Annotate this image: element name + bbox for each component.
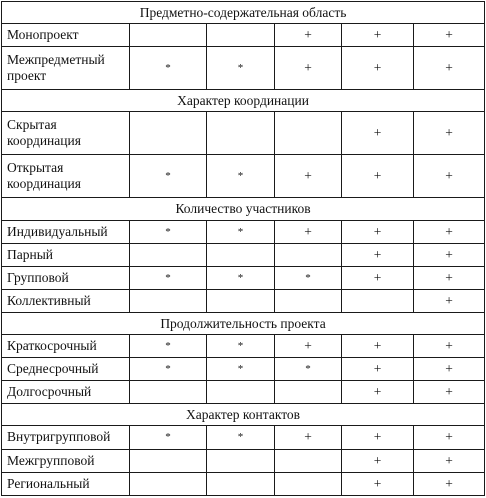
- row-label: Монопроект: [2, 24, 130, 47]
- empty-cell: [275, 289, 342, 312]
- plus-mark: +: [275, 220, 342, 243]
- star-mark: *: [130, 220, 207, 243]
- plus-mark: +: [342, 381, 414, 404]
- plus-mark: +: [414, 289, 485, 312]
- plus-mark: +: [414, 112, 485, 155]
- star-mark: *: [207, 426, 275, 449]
- row-label: Межпредметный проект: [2, 47, 130, 90]
- row-label: Долгосрочный: [2, 381, 130, 404]
- star-mark: *: [207, 155, 275, 198]
- section-title: Характер контактов: [2, 404, 485, 426]
- empty-cell: [207, 24, 275, 47]
- empty-cell: [130, 112, 207, 155]
- section-title: Характер координации: [2, 90, 485, 112]
- row-label: Среднесрочный: [2, 358, 130, 381]
- table-row: [2, 24, 485, 47]
- table-row: [2, 243, 485, 266]
- plus-mark: +: [342, 220, 414, 243]
- empty-cell: [130, 449, 207, 472]
- star-mark: *: [207, 220, 275, 243]
- star-mark: *: [130, 155, 207, 198]
- plus-mark: +: [342, 266, 414, 289]
- empty-cell: [275, 381, 342, 404]
- section-header-row: [2, 198, 485, 220]
- plus-mark: +: [342, 358, 414, 381]
- plus-mark: +: [342, 426, 414, 449]
- section-title: Продолжительность проекта: [2, 312, 485, 334]
- star-mark: *: [207, 266, 275, 289]
- plus-mark: +: [342, 112, 414, 155]
- plus-mark: +: [342, 335, 414, 358]
- empty-cell: [342, 289, 414, 312]
- plus-mark: +: [275, 47, 342, 90]
- empty-cell: [207, 289, 275, 312]
- star-mark: *: [130, 335, 207, 358]
- plus-mark: +: [414, 47, 485, 90]
- section-title: Предметно-содержательная область: [2, 2, 485, 24]
- row-label: Парный: [2, 243, 130, 266]
- plus-mark: +: [414, 335, 485, 358]
- table-row: [2, 426, 485, 449]
- star-mark: *: [207, 358, 275, 381]
- row-label: Скрытая координация: [2, 112, 130, 155]
- empty-cell: [275, 112, 342, 155]
- empty-cell: [130, 243, 207, 266]
- plus-mark: +: [414, 472, 485, 495]
- table-row: [2, 289, 485, 312]
- star-mark: *: [275, 266, 342, 289]
- section-header-row: [2, 2, 485, 24]
- plus-mark: +: [414, 449, 485, 472]
- plus-mark: +: [342, 243, 414, 266]
- row-label: Открытая координация: [2, 155, 130, 198]
- empty-cell: [207, 381, 275, 404]
- empty-cell: [275, 449, 342, 472]
- section-title: Количество участников: [2, 198, 485, 220]
- table-row: [2, 358, 485, 381]
- empty-cell: [130, 289, 207, 312]
- plus-mark: +: [414, 426, 485, 449]
- star-mark: *: [207, 335, 275, 358]
- plus-mark: +: [342, 472, 414, 495]
- empty-cell: [207, 112, 275, 155]
- empty-cell: [130, 472, 207, 495]
- empty-cell: [130, 24, 207, 47]
- plus-mark: +: [414, 155, 485, 198]
- row-label: Краткосрочный: [2, 335, 130, 358]
- plus-mark: +: [342, 24, 414, 47]
- plus-mark: +: [414, 243, 485, 266]
- table-row: [2, 449, 485, 472]
- empty-cell: [130, 381, 207, 404]
- table-row: [2, 155, 485, 198]
- row-label: Межгрупповой: [2, 449, 130, 472]
- row-label: Коллективный: [2, 289, 130, 312]
- section-header-row: [2, 90, 485, 112]
- row-label: Региональный: [2, 472, 130, 495]
- plus-mark: +: [275, 24, 342, 47]
- plus-mark: +: [414, 24, 485, 47]
- plus-mark: +: [414, 220, 485, 243]
- section-header-row: [2, 312, 485, 334]
- plus-mark: +: [414, 381, 485, 404]
- plus-mark: +: [275, 155, 342, 198]
- table-row: [2, 47, 485, 90]
- empty-cell: [207, 243, 275, 266]
- star-mark: *: [130, 426, 207, 449]
- plus-mark: +: [414, 358, 485, 381]
- empty-cell: [207, 449, 275, 472]
- plus-mark: +: [414, 266, 485, 289]
- plus-mark: +: [342, 155, 414, 198]
- star-mark: *: [130, 47, 207, 90]
- project-types-table: [1, 1, 485, 496]
- star-mark: *: [130, 266, 207, 289]
- empty-cell: [275, 472, 342, 495]
- plus-mark: +: [275, 426, 342, 449]
- table-body: [2, 2, 485, 496]
- table-row: [2, 472, 485, 495]
- star-mark: *: [275, 358, 342, 381]
- plus-mark: +: [342, 449, 414, 472]
- plus-mark: +: [342, 47, 414, 90]
- star-mark: *: [207, 47, 275, 90]
- plus-mark: +: [275, 335, 342, 358]
- table-row: [2, 266, 485, 289]
- row-label: Групповой: [2, 266, 130, 289]
- table-row: [2, 220, 485, 243]
- table-row: [2, 112, 485, 155]
- table-row: [2, 381, 485, 404]
- row-label: Внутригрупповой: [2, 426, 130, 449]
- star-mark: *: [130, 358, 207, 381]
- table-row: [2, 335, 485, 358]
- empty-cell: [207, 472, 275, 495]
- row-label: Индивидуальный: [2, 220, 130, 243]
- empty-cell: [275, 243, 342, 266]
- section-header-row: [2, 404, 485, 426]
